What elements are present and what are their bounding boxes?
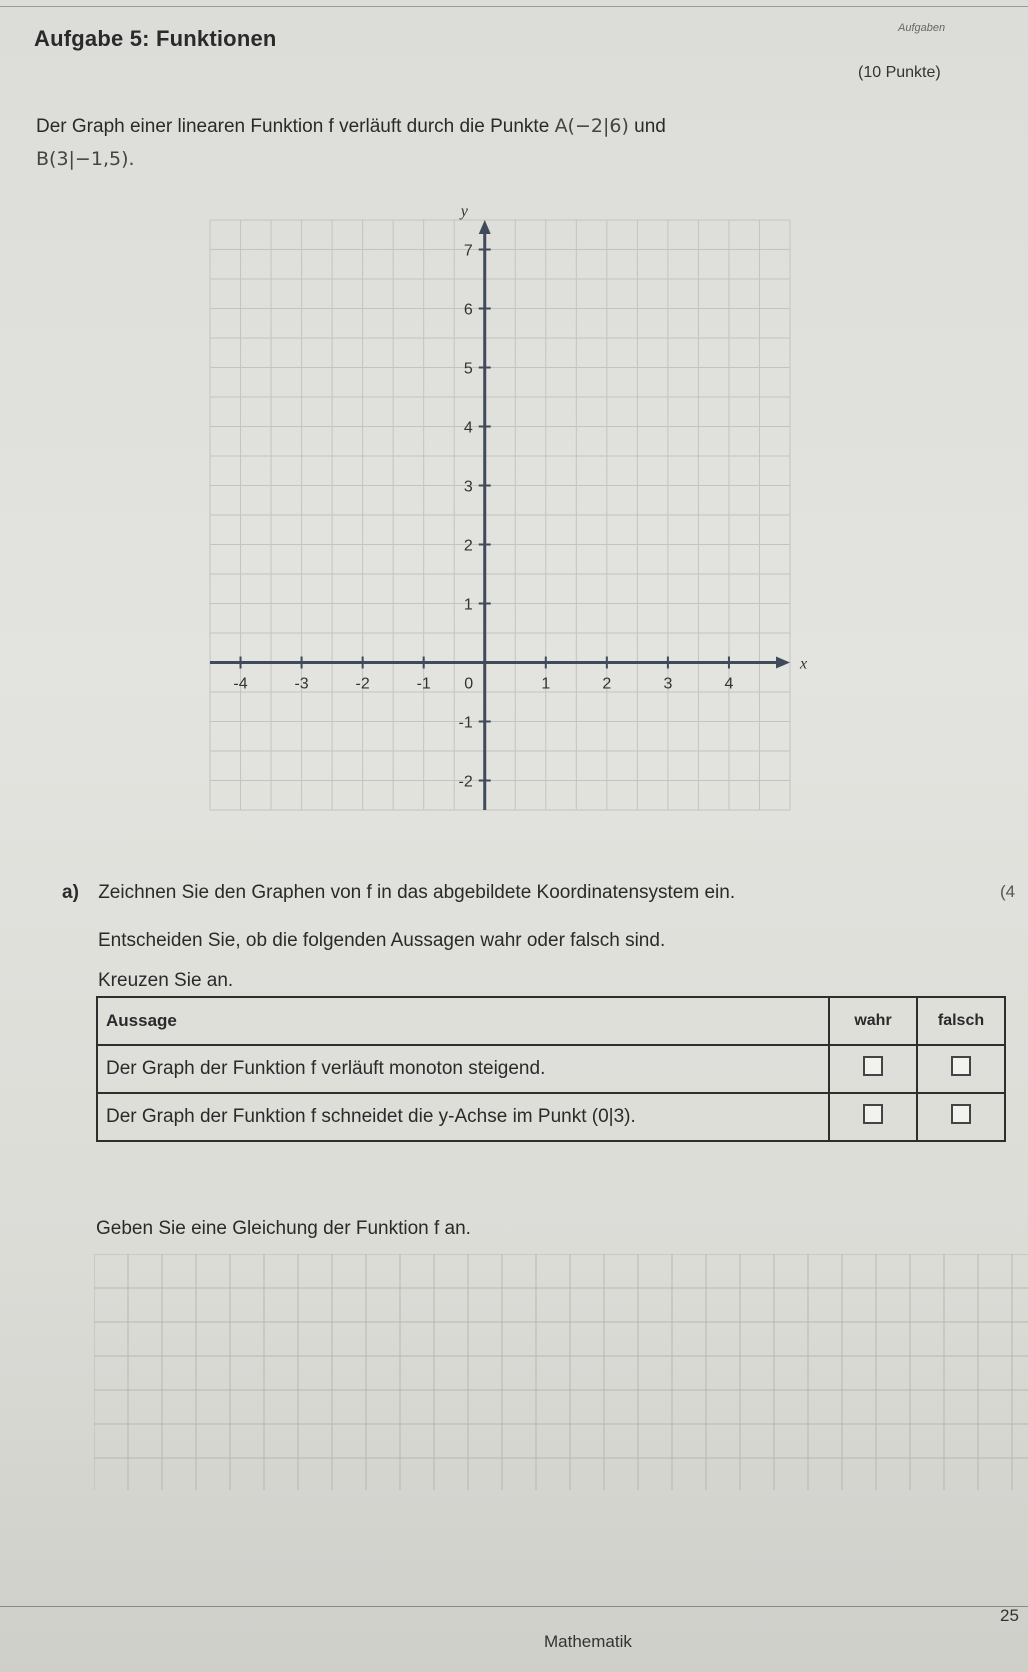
point-a: A(−2|6)	[554, 115, 629, 137]
statement-2: Der Graph der Funktion f schneidet die y-Achse im Punkt (0|3).	[97, 1093, 829, 1141]
intro-line: Der Graph einer linearen Funktion f verläuft durch die Punkte	[36, 116, 550, 137]
bottom-divider	[0, 1606, 1028, 1607]
y-tick-label: 7	[463, 242, 473, 260]
table-row	[97, 1045, 1005, 1093]
intro-text	[36, 110, 836, 176]
checkbox-icon[interactable]	[951, 1104, 971, 1124]
point-b: B(3|−1,5).	[36, 148, 135, 170]
header-true: wahr	[829, 997, 917, 1045]
x-tick-label: 2	[602, 675, 612, 693]
statement-1: Der Graph der Funktion f verläuft monoton steigend.	[97, 1045, 829, 1093]
instruction-line-2: Kreuzen Sie an.	[98, 970, 234, 991]
x-tick-label: -2	[355, 675, 370, 693]
y-tick-label: 4	[463, 419, 473, 437]
x-tick-label: -3	[294, 675, 309, 693]
task-title: Aufgabe 5: Funktionen	[34, 26, 277, 51]
y-tick-label: 5	[463, 360, 473, 378]
y-tick-label: -1	[458, 714, 473, 732]
table-header-row	[97, 997, 1005, 1045]
intro-and: und	[634, 116, 666, 137]
points-label: (10 Punkte)	[858, 64, 941, 81]
x-tick-label: 4	[724, 675, 734, 693]
top-divider	[0, 6, 1028, 7]
y-tick-label: 2	[463, 537, 473, 555]
equation-prompt: Geben Sie eine Gleichung der Funktion f an.	[96, 1218, 471, 1239]
x-tick-label: -1	[416, 675, 431, 693]
header-false: falsch	[917, 997, 1005, 1045]
x-axis-label: x	[800, 655, 808, 673]
task-a-text: Zeichnen Sie den Graphen von f in das abgebildete Koordinatensystem ein.	[98, 882, 736, 903]
checkbox-false-1[interactable]	[917, 1045, 1005, 1093]
footer-subject: Mathematik	[544, 1632, 632, 1651]
x-tick-label: 1	[541, 675, 551, 693]
x-tick-label: 0	[464, 675, 474, 693]
checkbox-true-1[interactable]	[829, 1045, 917, 1093]
y-tick-label: 6	[463, 301, 473, 319]
page-number: 25	[1000, 1606, 1019, 1625]
y-axis-arrow	[479, 220, 491, 234]
x-tick-label: 3	[663, 675, 673, 693]
y-tick-label: 1	[463, 596, 473, 614]
x-tick-label: -4	[233, 675, 248, 693]
header-note: Aufgaben	[898, 22, 946, 34]
y-tick-label: -2	[458, 773, 473, 791]
task-a-points: (4	[1000, 882, 1016, 901]
coordinate-system[interactable]	[190, 190, 830, 850]
checkbox-icon[interactable]	[863, 1056, 883, 1076]
x-axis-arrow	[776, 657, 790, 669]
y-tick-label: 3	[463, 478, 473, 496]
answer-grid[interactable]	[94, 1254, 1028, 1490]
y-axis-label: y	[460, 203, 468, 220]
checkbox-false-2[interactable]	[917, 1093, 1005, 1141]
checkbox-true-2[interactable]	[829, 1093, 917, 1141]
task-a-label: a)	[62, 882, 79, 903]
statement-table	[96, 996, 1006, 1142]
table-row	[97, 1093, 1005, 1141]
header-statement: Aussage	[97, 997, 829, 1045]
instruction-line-1: Entscheiden Sie, ob die folgenden Aussagen wahr oder falsch sind.	[98, 930, 666, 951]
checkbox-icon[interactable]	[951, 1056, 971, 1076]
coordinate-svg[interactable]	[190, 190, 830, 850]
checkbox-icon[interactable]	[863, 1104, 883, 1124]
task-a	[62, 882, 735, 904]
